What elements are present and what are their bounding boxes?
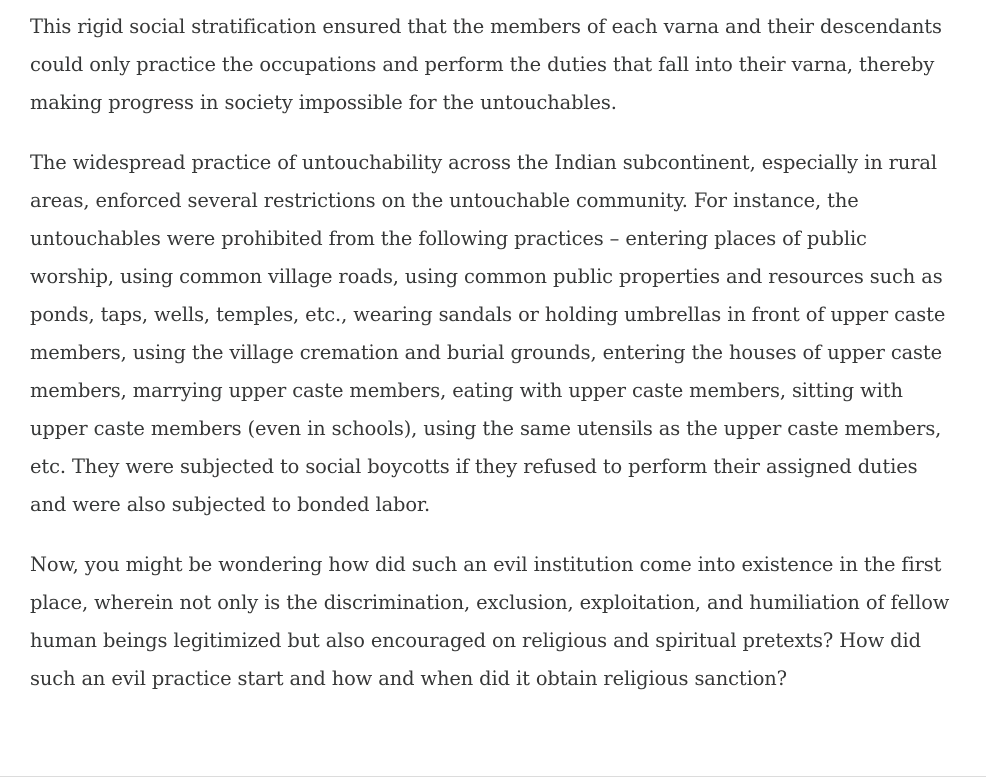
paragraph-untouchability-restrictions: The widespread practice of untouchability across the Indian subcontinent, especially in rural areas, enforced several restrictions on the untouchable community. For instance, the untouchables were prohibited from the following practices – entering places of public worship, using common village roads, using common public properties and resources such as ponds, taps, wells, temples, etc., wearing sandals or holding umbrellas in front of upper caste members, using the village cremation and burial grounds, entering the houses of upper caste members, marrying upper caste members, eating with upper caste members, sitting with upper caste members (even in schools), using the same utensils as the upper caste members, etc. They were subjected to social boycotts if they refused to perform their assigned duties and were also subjected to bonded labor. [30,151,946,516]
paragraph-origin-question: Now, you might be wondering how did such an evil institution come into existence in the first place, wherein not only is the discrimination, exclusion, exploitation, and humiliation of fellow human beings legitimized but also encouraged on religious and spiritual pretexts? How did such an evil practice start and how and when did it obtain religious sanction? [30,553,950,690]
article-body [30,8,950,720]
paragraph-varna-stratification: This rigid social stratification ensured that the members of each varna and their descendants could only practice the occupations and perform the duties that fall into their varna, thereby making progress in society impossible for the untouchables. [30,15,942,114]
bottom-divider [0,776,986,777]
